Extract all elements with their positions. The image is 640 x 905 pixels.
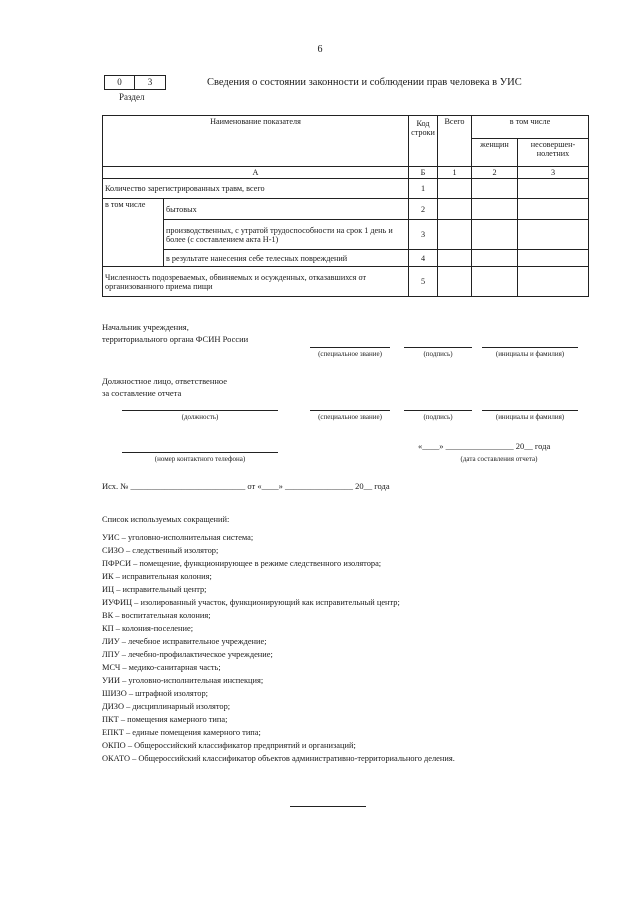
abbreviation-item: ПФРСИ – помещение, функционирующее в режиме следственного изолятора; — [102, 559, 382, 568]
cell-women[interactable] — [472, 250, 518, 267]
resp-initials-line[interactable] — [482, 410, 578, 411]
cell-minors[interactable] — [518, 179, 589, 199]
row-code: 2 — [409, 199, 438, 220]
header-total: Всего — [438, 116, 472, 167]
section-code-digit: 0 — [104, 75, 135, 90]
cell-minors[interactable] — [518, 199, 589, 220]
report-date-field[interactable]: «____» ________________ 20__ года — [418, 441, 551, 451]
abbreviation-item: МСЧ – медико-санитарная часть; — [102, 663, 221, 672]
cell-women[interactable] — [472, 267, 518, 297]
abbreviation-item: УИИ – уголовно-исполнительная инспекция; — [102, 676, 264, 685]
resp-initials-caption: (инициалы и фамилия) — [495, 413, 565, 421]
abbreviation-item: УИС – уголовно-исполнительная система; — [102, 533, 254, 542]
abbreviation-item: ОКАТО – Общероссийский классификатор объектов административно-территориального деления. — [102, 754, 455, 763]
abbreviation-item: ЛПУ – лечебно-профилактическое учреждение; — [102, 650, 273, 659]
header-minors: несовершен-нолетних — [518, 139, 589, 167]
row-code: 3 — [409, 220, 438, 250]
resp-label-line2: за составление отчета — [102, 388, 182, 398]
cell-total[interactable] — [438, 267, 472, 297]
resp-sign-line[interactable] — [404, 410, 472, 411]
row-label: Количество зарегистрированных травм, всего — [103, 179, 409, 199]
abbreviation-item: ШИЗО – штрафной изолятор; — [102, 689, 209, 698]
abbreviation-item: КП – колония-поселение; — [102, 624, 194, 633]
head-initials-line[interactable] — [482, 347, 578, 348]
letter-b: Б — [409, 167, 438, 179]
cell-total[interactable] — [438, 220, 472, 250]
header-name: Наименование показателя — [103, 116, 409, 167]
cell-total[interactable] — [438, 199, 472, 220]
phone-line[interactable] — [122, 452, 278, 453]
abbreviation-item: ВК – воспитательная колония; — [102, 611, 211, 620]
abbreviation-item: ЛИУ – лечебное исправительное учреждение; — [102, 637, 267, 646]
abbreviation-item: ДИЗО – дисциплинарный изолятор; — [102, 702, 231, 711]
resp-position-line[interactable] — [122, 410, 278, 411]
row-group-label: в том числе — [103, 199, 164, 267]
resp-sign-caption: (подпись) — [423, 413, 453, 421]
page-title: Сведения о состоянии законности и соблюдении прав человека в УИС — [207, 77, 522, 88]
table-row — [103, 220, 589, 250]
abbreviation-item: СИЗО – следственный изолятор; — [102, 546, 219, 555]
row-label: в результате нанесения себе телесных повреждений — [164, 250, 409, 267]
head-label-line2: территориального органа ФСИН России — [102, 334, 249, 344]
cell-minors[interactable] — [518, 220, 589, 250]
header-women: женщин — [472, 139, 518, 167]
cell-minors[interactable] — [518, 250, 589, 267]
letter-3: 3 — [518, 167, 589, 179]
resp-position-caption: (должность) — [181, 413, 219, 421]
report-date-caption: (дата составления отчета) — [460, 455, 538, 463]
cell-women[interactable] — [472, 199, 518, 220]
footer-divider — [290, 806, 366, 807]
letter-1: 1 — [438, 167, 472, 179]
head-initials-caption: (инициалы и фамилия) — [495, 350, 565, 358]
resp-label-line1: Должностное лицо, ответственное — [102, 376, 228, 386]
abbreviation-item: ЕПКТ – единые помещения камерного типа; — [102, 728, 261, 737]
cell-minors[interactable] — [518, 267, 589, 297]
phone-caption: (номер контактного телефона) — [154, 455, 246, 463]
page-number: 6 — [317, 44, 323, 55]
abbreviation-item: ИК – исправительная колония; — [102, 572, 212, 581]
abbreviations-title: Список используемых сокращений: — [102, 515, 230, 524]
resp-rank-caption: (специальное звание) — [318, 413, 382, 421]
row-code: 5 — [409, 267, 438, 297]
header-including: в том числе — [472, 116, 589, 139]
row-label: Численность подозреваемых, обвиняемых и осужденных, отказавшихся от организованного приема пищи — [103, 267, 409, 297]
row-code: 4 — [409, 250, 438, 267]
resp-rank-line[interactable] — [310, 410, 390, 411]
head-label-line1: Начальник учреждения, — [102, 322, 189, 332]
row-label: бытовых — [164, 199, 409, 220]
section-code-digit: 3 — [135, 75, 166, 90]
head-sign-line[interactable] — [404, 347, 472, 348]
cell-total[interactable] — [438, 179, 472, 199]
cell-women[interactable] — [472, 179, 518, 199]
abbreviation-item: ИУФИЦ – изолированный участок, функционирующий как исправительный центр; — [102, 598, 400, 607]
letter-a: А — [103, 167, 409, 179]
header-code: Код строки — [409, 116, 438, 167]
section-label: Раздел — [119, 92, 145, 102]
cell-total[interactable] — [438, 250, 472, 267]
cell-women[interactable] — [472, 220, 518, 250]
table-row — [103, 250, 589, 267]
abbreviation-item: ОКПО – Общероссийский классификатор предприятий и организаций; — [102, 741, 356, 750]
head-sign-caption: (подпись) — [423, 350, 453, 358]
report-table — [102, 115, 589, 297]
table-row — [103, 267, 589, 297]
table-row — [103, 179, 589, 199]
outgoing-number-field[interactable]: Исх. № ___________________________ от «____» ________________ 20__ года — [102, 481, 390, 491]
abbreviation-item: ИЦ – исправительный центр; — [102, 585, 207, 594]
head-rank-line[interactable] — [310, 347, 390, 348]
section-code-box — [104, 75, 166, 90]
head-rank-caption: (специальное звание) — [318, 350, 382, 358]
letter-2: 2 — [472, 167, 518, 179]
abbreviation-item: ПКТ – помещения камерного типа; — [102, 715, 228, 724]
row-label: производственных, с утратой трудоспособности на срок 1 день и более (с составлением акта Н-1) — [164, 220, 409, 250]
table-row — [103, 199, 589, 220]
row-code: 1 — [409, 179, 438, 199]
